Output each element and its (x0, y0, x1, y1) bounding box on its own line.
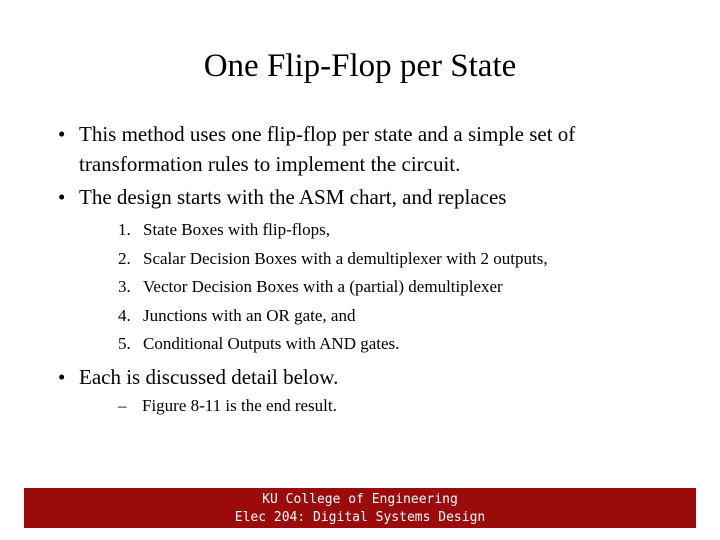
bullet-line: Each is discussed detail below. (79, 365, 339, 389)
list-item-text: Junctions with an OR gate, and (143, 305, 356, 325)
list-number: 1. (118, 220, 131, 239)
numbered-list-item (118, 273, 678, 302)
numbered-list (118, 216, 678, 359)
slide-title: One Flip-Flop per State (203, 48, 517, 84)
bullet-item (58, 362, 678, 392)
numbered-list-item (118, 330, 678, 359)
bullet-text (79, 362, 338, 392)
bullet-text (79, 182, 506, 212)
bullet-line: The design starts with the ASM chart, and replaces (79, 185, 507, 209)
list-item-text: Vector Decision Boxes with a (partial) demultiplexer (143, 277, 503, 296)
bullet-item (58, 182, 678, 212)
bullet-text (79, 119, 575, 179)
list-item-text: Scalar Decision Boxes with a demultiplexer with 2 outputs, (143, 248, 548, 268)
bullet-symbol: • (58, 365, 66, 389)
sub-bullet-dash: – (118, 396, 127, 415)
list-number: 2. (118, 248, 131, 268)
bullet-item (58, 119, 678, 179)
list-item-text: State Boxes with flip-flops, (143, 220, 330, 239)
bullet-symbol: • (58, 122, 66, 146)
bullet-symbol: • (58, 185, 66, 209)
footer-institution: KU College of Engineering (262, 492, 458, 507)
list-number: 5. (118, 334, 131, 353)
numbered-list-item (118, 216, 678, 245)
list-number: 4. (118, 305, 131, 325)
list-number: 3. (118, 277, 131, 296)
footer-course: Elec 204: Digital Systems Design (234, 510, 486, 525)
bullet-line: transformation rules to implement the circuit. (79, 152, 461, 176)
numbered-list-item (118, 302, 678, 331)
numbered-list-item (118, 245, 678, 274)
footer-bar (24, 488, 696, 528)
bullet-line: This method uses one flip-flop per state and a simple set of (79, 122, 576, 146)
sub-bullet-text: Figure 8-11 is the end result. (142, 396, 337, 415)
list-item-text: Conditional Outputs with AND gates. (143, 334, 400, 353)
